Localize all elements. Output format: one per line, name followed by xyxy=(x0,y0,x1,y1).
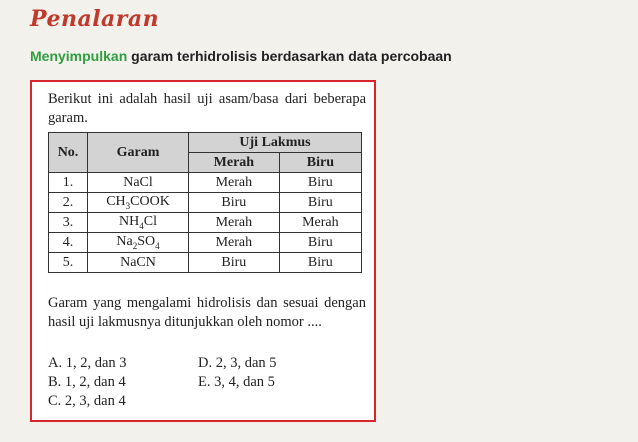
cell-biru: Biru xyxy=(279,233,361,253)
litmus-table xyxy=(48,132,362,273)
cell-merah: Merah xyxy=(189,213,280,233)
table-row xyxy=(49,193,362,213)
cell-biru: Merah xyxy=(279,213,361,233)
page-subtitle xyxy=(30,48,452,64)
option-d[interactable]: D. 2, 3, dan 5 xyxy=(198,355,277,371)
option-e[interactable]: E. 3, 4, dan 5 xyxy=(198,374,275,390)
table-row xyxy=(49,233,362,253)
question-intro: Berikut ini adalah hasil uji asam/basa dari beberapa garam. xyxy=(48,91,366,126)
cell-garam: $NH_4Cl$ xyxy=(88,213,189,233)
cell-biru: Biru xyxy=(279,193,361,213)
cell-garam: NaCN xyxy=(88,253,189,273)
cell-biru: Biru xyxy=(279,253,361,273)
header-merah: Merah xyxy=(189,153,280,173)
option-a[interactable]: A. 1, 2, dan 3 xyxy=(48,355,127,371)
cell-no: 1. xyxy=(49,173,88,193)
option-b[interactable]: B. 1, 2, dan 4 xyxy=(48,374,126,390)
cell-garam: $Na_2SO_4$ xyxy=(88,233,189,253)
cell-merah: Merah xyxy=(189,173,280,193)
cell-merah: Biru xyxy=(189,193,280,213)
cell-no: 3. xyxy=(49,213,88,233)
subtitle-text: garam terhidrolisis berdasarkan data percobaan xyxy=(127,48,452,64)
question-card xyxy=(30,80,376,422)
table-row xyxy=(49,173,362,193)
header-garam: Garam xyxy=(88,133,189,173)
question-prompt: Garam yang mengalami hidrolisis dan sesuai dengan hasil uji lakmusnya ditunjukkan oleh nomor .... xyxy=(48,295,366,330)
table-row xyxy=(49,213,362,233)
page-heading: Penalaran xyxy=(30,6,160,32)
subtitle-highlight: Menyimpulkan xyxy=(30,48,128,64)
answer-options xyxy=(48,354,366,411)
table-row xyxy=(49,253,362,273)
header-no: No. xyxy=(49,133,88,173)
cell-no: 4. xyxy=(49,233,88,253)
header-biru: Biru xyxy=(279,153,361,173)
cell-garam: NaCl xyxy=(88,173,189,193)
cell-biru: Biru xyxy=(279,173,361,193)
cell-merah: Biru xyxy=(189,253,280,273)
header-uji-lakmus: Uji Lakmus xyxy=(189,133,362,153)
cell-merah: Merah xyxy=(189,233,280,253)
cell-no: 5. xyxy=(49,253,88,273)
option-c[interactable]: C. 2, 3, dan 4 xyxy=(48,393,126,409)
cell-garam: $CH_3COOK$ xyxy=(88,193,189,213)
cell-no: 2. xyxy=(49,193,88,213)
